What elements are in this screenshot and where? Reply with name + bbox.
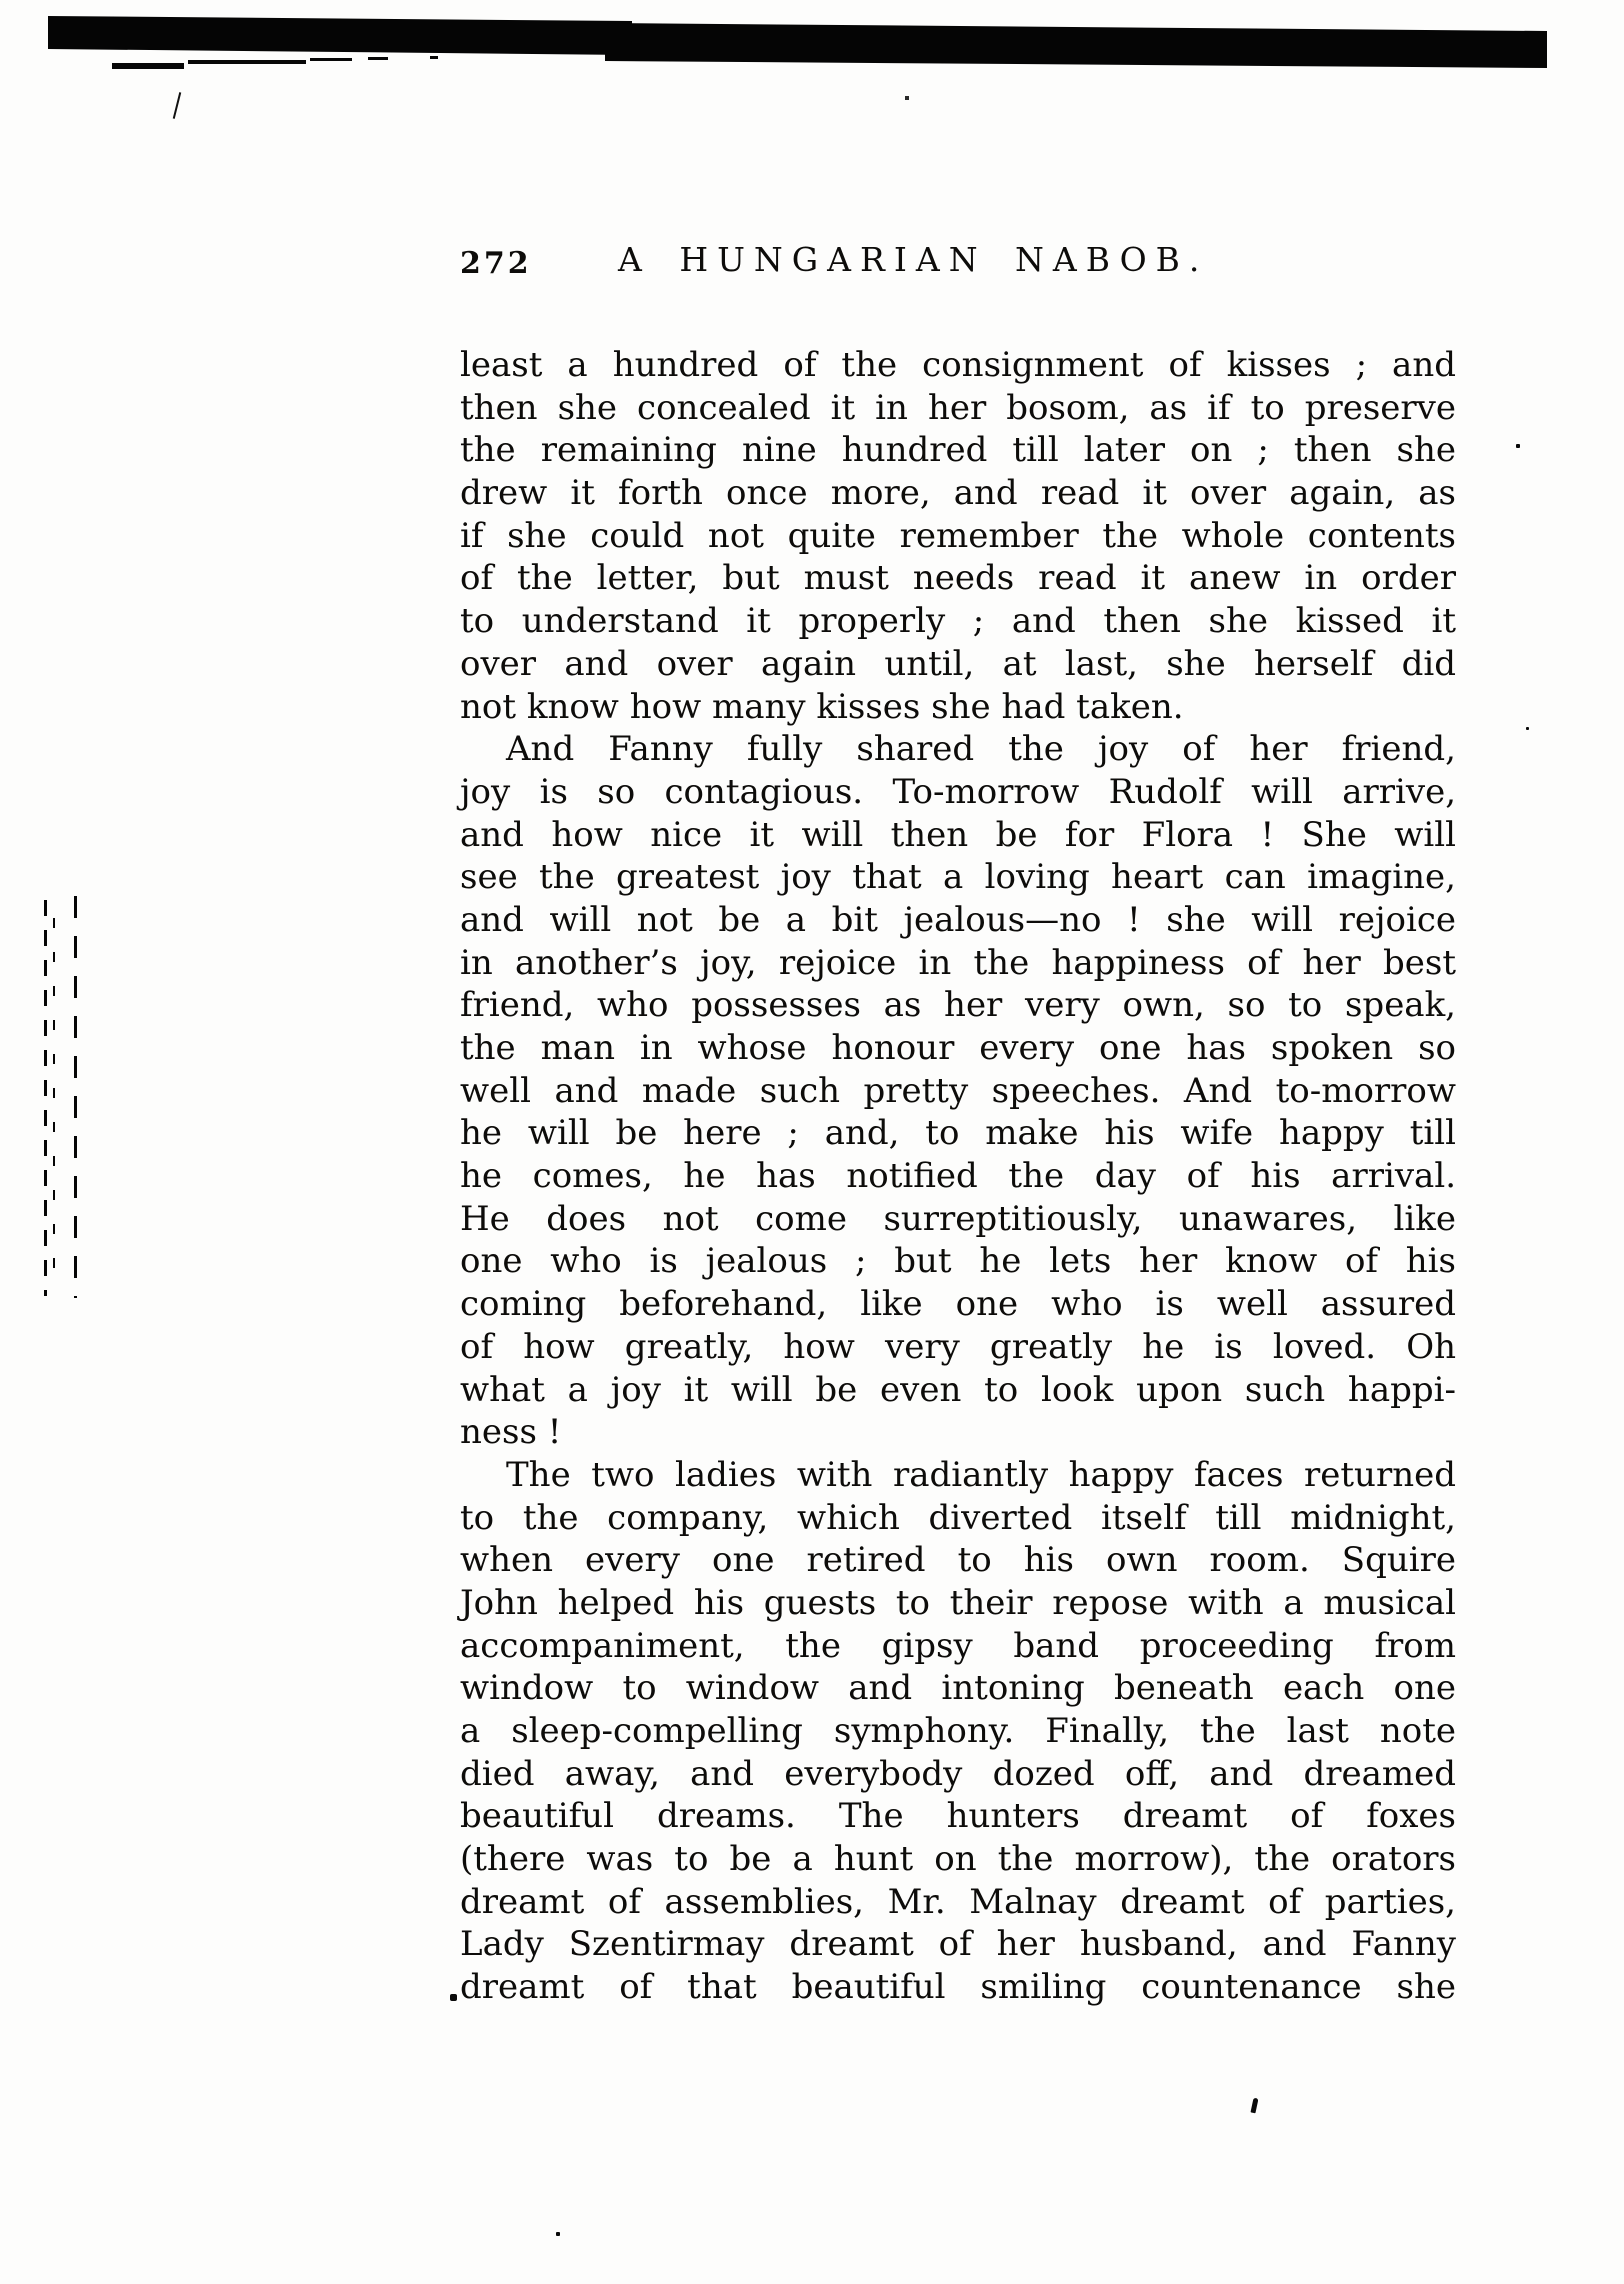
text-line: (there was to be a hunt on the morrow), the orators: [460, 1839, 1456, 1880]
text-line: joy is so contagious. To-morrow Rudolf will arrive,: [460, 771, 1456, 812]
running-title: A HUNGARIAN NABOB.: [618, 240, 1209, 279]
text-line: The two ladies with radiantly happy faces returned: [506, 1454, 1456, 1495]
text-line: and will not be a bit jealous—no ! she will rejoice: [460, 899, 1456, 940]
text-line: beautiful dreams. The hunters dreamt of foxes: [460, 1796, 1456, 1837]
page-header: [460, 240, 1455, 284]
text-line: to the company, which diverted itself till midnight,: [460, 1497, 1456, 1538]
text-line: friend, who possesses as her very own, so to speak,: [460, 985, 1456, 1026]
text-line: dreamt of assemblies, Mr. Malnay dreamt of parties,: [460, 1881, 1456, 1922]
text-line: died away, and everybody dozed off, and dreamed: [460, 1753, 1456, 1794]
text-line: accompaniment, the gipsy band proceeding from: [460, 1625, 1456, 1666]
page-body: [460, 344, 1456, 2009]
scan-artifact-margin-line: [74, 896, 77, 1298]
text-line: the remaining nine hundred till later on ; then she: [460, 430, 1456, 471]
scan-speck: [1516, 444, 1520, 448]
text-line: when every one retired to his own room. Squire: [460, 1540, 1456, 1581]
text-line: in another’s joy, rejoice in the happiness of her best: [460, 942, 1456, 983]
text-line: least a hundred of the consignment of kisses ; and: [460, 345, 1456, 385]
text-line: see the greatest joy that a loving heart can imagine,: [460, 857, 1456, 898]
scan-speck: [1526, 727, 1529, 730]
page-number: 272: [460, 246, 532, 281]
text-line: drew it forth once more, and read it over again, as: [460, 473, 1456, 514]
scan-artifact-margin-line: [44, 900, 47, 1296]
text-line: of how greatly, how very greatly he is loved. Oh: [460, 1326, 1456, 1367]
scan-speck: [556, 2232, 560, 2236]
text-line: then she concealed it in her bosom, as if to preserve: [460, 387, 1456, 428]
text-line: what a joy it will be even to look upon such happi-: [460, 1369, 1456, 1410]
text-line: and how nice it will then be for Flora ! She will: [460, 814, 1456, 855]
scan-artifact-dot: [450, 1994, 457, 2001]
scan-artifact-top-bar: [0, 0, 1624, 130]
text-line: dreamt of that beautiful smiling countenance she: [460, 1967, 1456, 2008]
text-line: And Fanny fully shared the joy of her friend,: [506, 729, 1456, 770]
text-line: one who is jealous ; but he lets her know of his: [460, 1241, 1456, 1282]
text-line: window to window and intoning beneath each one: [460, 1668, 1456, 1709]
text-line: He does not come surreptitiously, unawares, like: [460, 1198, 1456, 1239]
scan-artifact-quote-mark: [1250, 2098, 1258, 2114]
text-line: Lady Szentirmay dreamt of her husband, and Fanny: [460, 1924, 1456, 1965]
text-line: coming beforehand, like one who is well assured: [460, 1284, 1456, 1325]
text-line: John helped his guests to their repose with a musical: [460, 1582, 1456, 1623]
text-line: a sleep-compelling symphony. Finally, the last note: [460, 1711, 1456, 1751]
text-line: if she could not quite remember the whole contents: [460, 515, 1456, 556]
text-line: he comes, he has notified the day of his arrival.: [460, 1156, 1456, 1197]
text-line: over and over again until, at last, she herself did: [460, 643, 1456, 684]
text-line: well and made such pretty speeches. And to-morrow: [460, 1070, 1456, 1111]
text-line: the man in whose honour every one has spoken so: [460, 1028, 1456, 1068]
text-line: he will be here ; and, to make his wife happy till: [460, 1113, 1456, 1154]
text-line: ness !: [460, 1412, 562, 1453]
text-line: to understand it properly ; and then she kissed it: [460, 601, 1456, 642]
text-line: not know how many kisses she had taken.: [460, 686, 1184, 727]
text-line: of the letter, but must needs read it anew in order: [460, 558, 1456, 599]
scan-artifact-margin-line: [53, 918, 55, 1290]
